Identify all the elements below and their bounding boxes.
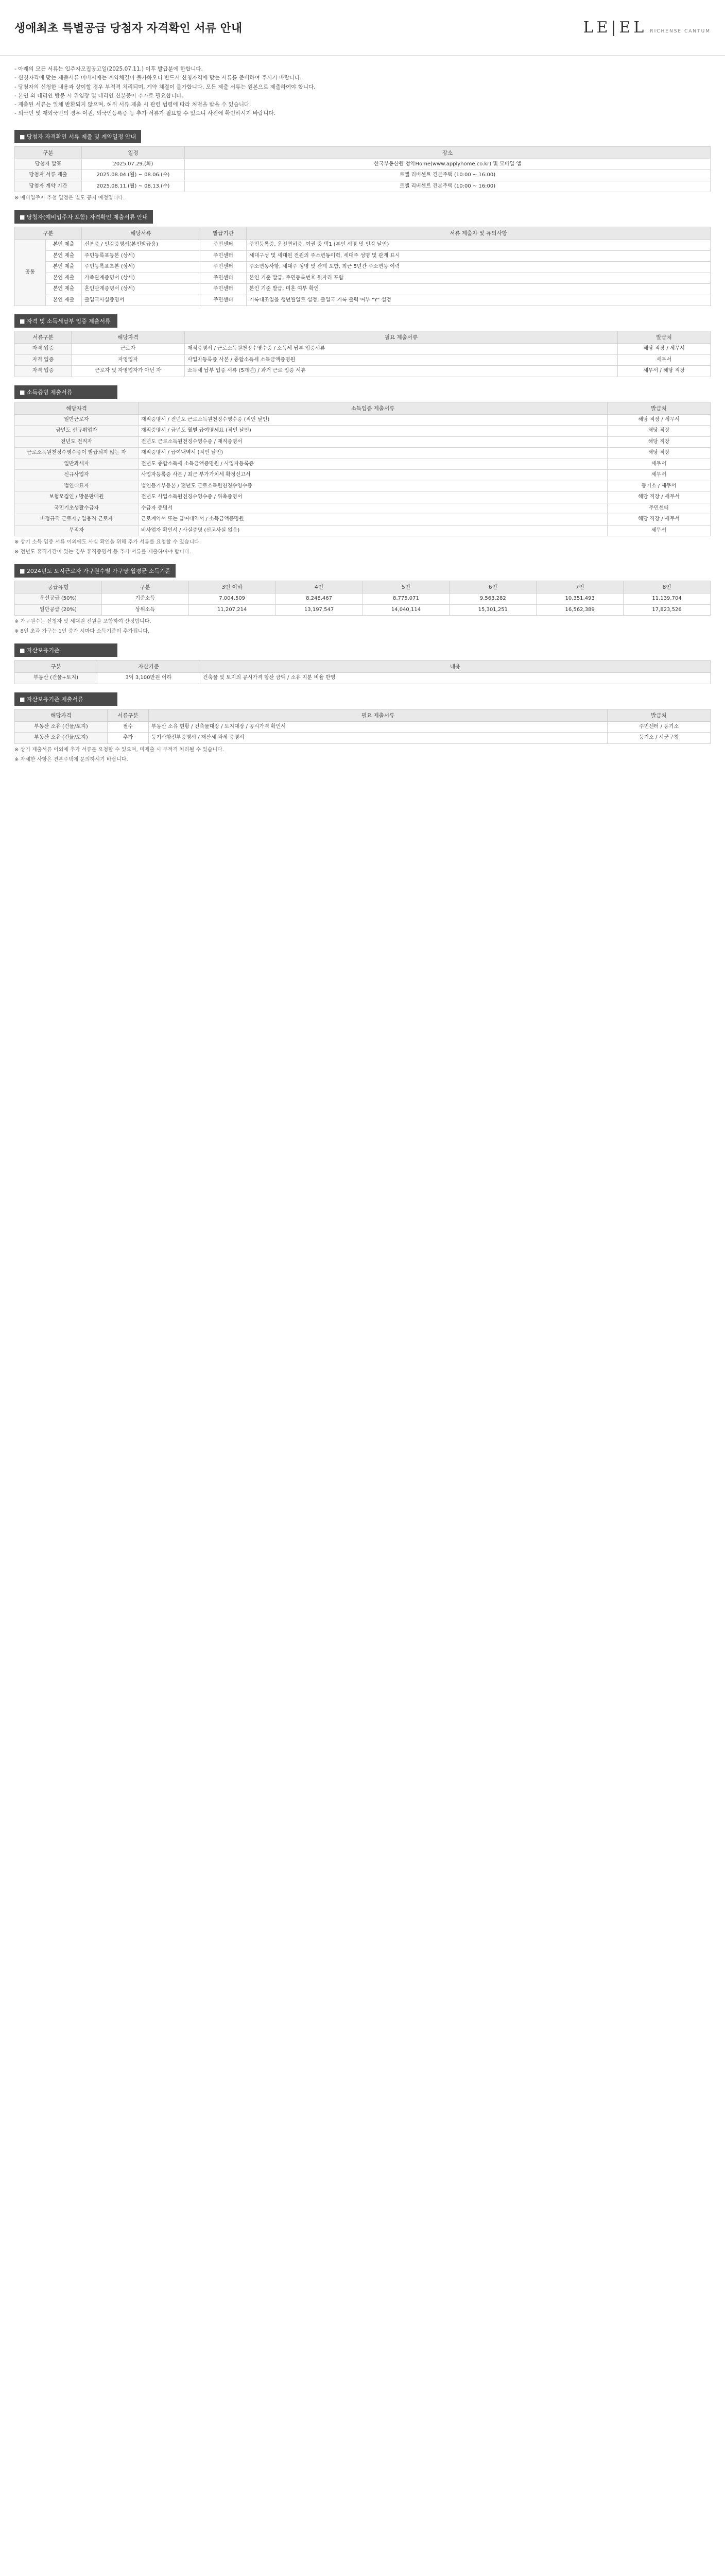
row-who: 자영업자 — [72, 354, 185, 366]
row-org: 세무서 — [608, 470, 711, 481]
table-header-row — [15, 227, 711, 240]
row-docs: 소득세 납부 입증 서류 (5개년) / 과거 근로 입증 서류 — [185, 366, 618, 377]
table-row — [15, 436, 711, 448]
column-header: 해당자격 — [15, 709, 108, 721]
column-header: 발급기관 — [200, 227, 247, 240]
row-who: 근로소득원천징수영수증이 발급되지 않는 자 — [15, 448, 139, 459]
schedule-note: ※ 예비입주자 추첨 일정은 별도 공지 예정입니다. — [14, 195, 125, 201]
asset-limit-table — [14, 660, 711, 684]
row-value: 9,563,282 — [450, 594, 537, 605]
table-header-row — [15, 660, 711, 673]
row-place: 르엘 리버센트 견본주택 (10:00 ~ 16:00) — [185, 181, 711, 192]
row-value: 14,040,114 — [362, 604, 450, 616]
table-row — [15, 459, 711, 470]
income-table-note: ※ 8인 초과 가구는 1인 증가 시마다 소득기준이 추가됩니다. — [14, 629, 150, 635]
table-header-row — [15, 146, 711, 159]
row-docs: 등기사항전부증명서 / 재산세 과세 증명서 — [149, 733, 608, 744]
row-document: 주민등록표초본 (상세) — [82, 262, 200, 273]
column-header: 구분 — [15, 227, 82, 240]
row-date: 2025.07.29.(화) — [82, 159, 185, 170]
table-header-row — [15, 331, 711, 344]
row-org: 세무서 — [608, 459, 711, 470]
row-value: 8,248,467 — [275, 594, 362, 605]
row-issuer: 주민센터 — [200, 250, 247, 262]
row-docs: 근로계약서 또는 급여내역서 / 소득금액증명원 — [139, 514, 608, 526]
section-title: ■ 자격 및 소득세납부 입증 제출서류 — [14, 314, 117, 328]
income-threshold-table — [14, 581, 711, 616]
schedule-section — [14, 130, 711, 202]
row-band: 상위소득 — [101, 604, 188, 616]
common-docs-section — [14, 210, 711, 306]
row-org: 해당 직장 / 세무서 — [608, 414, 711, 426]
table-row — [15, 594, 711, 605]
common-docs-table — [14, 227, 711, 306]
row-document: 주민등록표등본 (상세) — [82, 250, 200, 262]
column-header: 필요 제출서류 — [185, 331, 618, 344]
row-who: 법인대표자 — [15, 481, 139, 492]
row-org: 해당 직장 — [608, 426, 711, 437]
asset-note: ※ 상기 제출서류 이외에 추가 서류를 요청할 수 있으며, 미제출 시 부적격 처리될 수 있습니다. — [14, 747, 224, 753]
column-header: 공급유형 — [15, 581, 102, 594]
row-docs: 재직증명서 / 전년도 근로소득원천징수영수증 (직인 날인) — [139, 414, 608, 426]
row-type: 자격 입증 — [15, 354, 72, 366]
column-header: 3인 이하 — [188, 581, 275, 594]
row-issuer: 주민센터 — [200, 273, 247, 284]
column-header: 구분 — [15, 146, 82, 159]
asset-docs-table — [14, 709, 711, 744]
row-who: 전년도 전직자 — [15, 436, 139, 448]
row-org: 주민센터 — [608, 503, 711, 514]
table-row — [15, 366, 711, 377]
brand-logo — [583, 19, 711, 37]
row-who: 비정규직 근로자 / 일용직 근로자 — [15, 514, 139, 526]
row-type: 자격 입증 — [15, 344, 72, 355]
row-docs: 사업자등록증 사본 / 종합소득세 소득금액증명원 — [185, 354, 618, 366]
row-category: 본인 제출 — [46, 284, 82, 295]
row-value: 10,351,493 — [537, 594, 624, 605]
column-header: 해당자격 — [15, 402, 139, 414]
row-category: 본인 제출 — [46, 262, 82, 273]
column-header: 소득입증 제출서류 — [139, 402, 608, 414]
row-who: 근로자 — [72, 344, 185, 355]
column-header: 발급처 — [608, 402, 711, 414]
row-org: 주민센터 / 등기소 — [608, 721, 711, 733]
row-org: 해당 직장 — [608, 436, 711, 448]
row-label: 당첨자 계약 기간 — [15, 181, 82, 192]
row-limit: 3억 3,100만원 이하 — [97, 673, 200, 684]
row-org: 해당 직장 / 세무서 — [608, 514, 711, 526]
table-header-row — [15, 402, 711, 414]
row-docs: 전년도 종합소득세 소득금액증명원 / 사업자등록증 — [139, 459, 608, 470]
row-value: 16,562,389 — [537, 604, 624, 616]
row-docs: 재직증명서 / 급여내역서 (직인 날인) — [139, 448, 608, 459]
page-header — [0, 0, 725, 56]
row-who: 금년도 신규취업자 — [15, 426, 139, 437]
column-header: 필요 제출서류 — [149, 709, 608, 721]
column-header: 발급처 — [608, 709, 711, 721]
row-note: 본인 기준 발급, 주민등록번호 뒷자리 포함 — [247, 273, 711, 284]
row-docs: 사업자등록증 사본 / 최근 부가가치세 확정신고서 — [139, 470, 608, 481]
asset-note: ※ 자세한 사항은 견본주택에 문의하시기 바랍니다. — [14, 756, 128, 762]
asset-docs-section — [14, 692, 711, 764]
column-header: 8인 — [624, 581, 711, 594]
row-label: 당첨자 발표 — [15, 159, 82, 170]
row-who: 일반근로자 — [15, 414, 139, 426]
intro-notes — [0, 56, 725, 122]
column-header: 서류구분 — [108, 709, 149, 721]
table-row — [15, 273, 711, 284]
table-row — [15, 604, 711, 616]
row-org: 세무서 — [618, 354, 711, 366]
column-header: 해당자격 — [72, 331, 185, 344]
row-issuer: 주민센터 — [200, 295, 247, 306]
row-kind: 우선공급 (50%) — [15, 594, 102, 605]
table-row — [15, 525, 711, 536]
section-title: ■ 당첨자 자격확인 서류 제출 및 계약일정 안내 — [14, 130, 141, 143]
column-header: 해당서류 — [82, 227, 200, 240]
row-who: 국민기초생활수급자 — [15, 503, 139, 514]
row-org: 등기소 / 시군구청 — [608, 733, 711, 744]
row-note: 주소변동사항, 세대주 성명 및 관계 포함, 최근 5년간 주소변동 이력 — [247, 262, 711, 273]
row-org: 해당 직장 — [608, 448, 711, 459]
row-document: 신분증 / 인감증명서(본인발급용) — [82, 240, 200, 251]
row-document: 혼인관계증명서 (상세) — [82, 284, 200, 295]
income-table-note: ※ 가구원수는 신청자 및 세대원 전원을 포함하여 산정합니다. — [14, 619, 151, 625]
row-who: 일반과세자 — [15, 459, 139, 470]
table-header-row — [15, 581, 711, 594]
table-row — [15, 240, 711, 251]
column-header: 7인 — [537, 581, 624, 594]
row-docs: 수급자 증명서 — [139, 503, 608, 514]
table-row — [15, 514, 711, 526]
row-value: 15,301,251 — [450, 604, 537, 616]
asset-limit-section — [14, 643, 711, 684]
table-header-row — [15, 709, 711, 721]
row-who: 부동산 소유 (건물/토지) — [15, 733, 108, 744]
table-row — [15, 733, 711, 744]
column-header: 발급처 — [618, 331, 711, 344]
income-note: ※ 전년도 휴직기간이 있는 경우 휴직증명서 등 추가 서류를 제출하여야 합니다. — [14, 549, 191, 555]
row-issuer: 주민센터 — [200, 284, 247, 295]
row-value: 17,823,526 — [624, 604, 711, 616]
row-docs: 전년도 사업소득원천징수영수증 / 위촉증명서 — [139, 492, 608, 503]
row-value: 11,207,214 — [188, 604, 275, 616]
row-document: 가족관계증명서 (상세) — [82, 273, 200, 284]
row-who: 신규사업자 — [15, 470, 139, 481]
section-title: ■ 소득증빙 제출서류 — [14, 385, 117, 399]
column-header: 내용 — [200, 660, 711, 673]
table-row — [15, 503, 711, 514]
row-category: 본인 제출 — [46, 240, 82, 251]
row-category: 본인 제출 — [46, 250, 82, 262]
table-row — [15, 181, 711, 192]
income-note: ※ 상기 소득 입증 서류 이외에도 사실 확인을 위해 추가 서류를 요청할 수 있습니다. — [14, 539, 201, 546]
logo-sub: RICHENSE CANTUM — [650, 29, 711, 34]
logo-main: LE|EL — [583, 19, 647, 37]
column-header: 구분 — [101, 581, 188, 594]
row-org: 해당 직장 / 세무서 — [618, 344, 711, 355]
table-row — [15, 492, 711, 503]
row-value: 7,004,509 — [188, 594, 275, 605]
row-cat: 필수 — [108, 721, 149, 733]
table-row — [15, 481, 711, 492]
intro-line: - 제출된 서류는 일체 반환되지 않으며, 허위 서류 제출 시 관련 법령에 따라 처벌을 받을 수 있습니다. — [14, 101, 251, 108]
column-header: 구분 — [15, 660, 97, 673]
section-title: ■ 2024년도 도시근로자 가구원수별 가구당 월평균 소득기준 — [14, 564, 176, 578]
row-band: 기준소득 — [101, 594, 188, 605]
table-row — [15, 426, 711, 437]
row-type: 부동산 (건물+토지) — [15, 673, 97, 684]
income-docs-table — [14, 402, 711, 537]
row-note: 기록대조일을 생년월일로 설정, 출입국 기록 출력 여부 "Y" 설정 — [247, 295, 711, 306]
row-document: 출입국사실증명서 — [82, 295, 200, 306]
schedule-table — [14, 146, 711, 193]
column-header: 자산기준 — [97, 660, 200, 673]
row-value: 8,775,071 — [362, 594, 450, 605]
row-docs: 전년도 근로소득원천징수영수증 / 재직증명서 — [139, 436, 608, 448]
table-row — [15, 262, 711, 273]
column-header: 5인 — [362, 581, 450, 594]
table-row — [15, 448, 711, 459]
row-note: 세대구성 및 세대원 전원의 주소변동이력, 세대주 성명 및 관계 표시 — [247, 250, 711, 262]
row-docs: 부동산 소유 현황 / 건축물대장 / 토지대장 / 공시가격 확인서 — [149, 721, 608, 733]
intro-line: - 외국인 및 재외국민의 경우 여권, 외국인등록증 등 추가 서류가 필요할 수 있으니 사전에 확인하시기 바랍니다. — [14, 110, 275, 117]
column-header: 장소 — [185, 146, 711, 159]
row-org: 세무서 / 해당 직장 — [618, 366, 711, 377]
row-issuer: 주민센터 — [200, 262, 247, 273]
table-row — [15, 344, 711, 355]
table-row — [15, 470, 711, 481]
row-docs: 재직증명서 / 금년도 월별 급여명세표 (직인 날인) — [139, 426, 608, 437]
table-row — [15, 250, 711, 262]
row-category: 본인 제출 — [46, 295, 82, 306]
row-category: 본인 제출 — [46, 273, 82, 284]
section-title: ■ 자산보유기준 제출서류 — [14, 692, 117, 706]
row-note: 주민등록증, 운전면허증, 여권 중 택1 (본인 서명 및 인감 날인) — [247, 240, 711, 251]
row-label: 당첨자 서류 제출 — [15, 170, 82, 181]
column-header: 4인 — [275, 581, 362, 594]
column-header: 서류 제출자 및 유의사항 — [247, 227, 711, 240]
row-place: 한국부동산원 청약Home(www.applyhome.co.kr) 및 모바일 앱 — [185, 159, 711, 170]
row-who: 근로자 및 자영업자가 아닌 자 — [72, 366, 185, 377]
row-value: 11,139,704 — [624, 594, 711, 605]
row-org: 등기소 / 세무서 — [608, 481, 711, 492]
row-note: 본인 기준 발급, 미혼 여부 확인 — [247, 284, 711, 295]
group-label: 공통 — [15, 240, 46, 306]
column-header: 6인 — [450, 581, 537, 594]
row-docs: 재직증명서 / 근로소득원천징수영수증 / 소득세 납부 입증서류 — [185, 344, 618, 355]
table-row — [15, 673, 711, 684]
row-docs: 비사업자 확인서 / 사실증명 (신고사실 없음) — [139, 525, 608, 536]
row-desc: 건축물 및 토지의 공시가격 합산 금액 / 소유 지분 비율 반영 — [200, 673, 711, 684]
row-type: 자격 입증 — [15, 366, 72, 377]
table-row — [15, 414, 711, 426]
table-row — [15, 721, 711, 733]
intro-line: - 당첨자의 신청한 내용과 상이할 경우 부적격 처리되며, 계약 체결이 불가합니다. 모든 제출 서류는 원본으로 제출하여야 합니다. — [14, 83, 316, 90]
row-who: 보험모집인 / 방문판매원 — [15, 492, 139, 503]
table-row — [15, 295, 711, 306]
section-title: ■ 자산보유기준 — [14, 643, 117, 657]
table-row — [15, 354, 711, 366]
row-kind: 일반공급 (20%) — [15, 604, 102, 616]
intro-line: - 신청자격에 맞는 제출서류 미비시에는 계약체결이 불가하오니 반드시 신청자격에 맞는 서류를 준비하여 주시기 바랍니다. — [14, 75, 302, 81]
qualification-docs-section — [14, 314, 711, 377]
column-header: 일정 — [82, 146, 185, 159]
row-place: 르엘 리버센트 견본주택 (10:00 ~ 16:00) — [185, 170, 711, 181]
intro-line: - 본인 외 대리인 방문 시 위임장 및 대리인 신분증이 추가로 필요합니다. — [14, 92, 183, 99]
row-org: 세무서 — [608, 525, 711, 536]
row-value: 13,197,547 — [275, 604, 362, 616]
row-date: 2025.08.04.(월) ~ 08.06.(수) — [82, 170, 185, 181]
row-who: 부동산 소유 (건물/토지) — [15, 721, 108, 733]
page-title: 생애최초 특별공급 당첨자 자격확인 서류 안내 — [14, 22, 243, 35]
qualification-docs-table — [14, 331, 711, 377]
column-header: 서류구분 — [15, 331, 72, 344]
row-who: 무직자 — [15, 525, 139, 536]
income-docs-section — [14, 385, 711, 556]
table-row — [15, 170, 711, 181]
row-docs: 법인등기부등본 / 전년도 근로소득원천징수영수증 — [139, 481, 608, 492]
row-org: 해당 직장 / 세무서 — [608, 492, 711, 503]
table-row — [15, 159, 711, 170]
row-issuer: 주민센터 — [200, 240, 247, 251]
intro-line: - 아래의 모든 서류는 입주자모집공고일(2025.07.11.) 이후 발급분에 한합니다. — [14, 66, 203, 72]
table-row — [15, 284, 711, 295]
row-date: 2025.08.11.(월) ~ 08.13.(수) — [82, 181, 185, 192]
row-cat: 추가 — [108, 733, 149, 744]
section-title: ■ 당첨자(예비입주자 포함) 자격확인 제출서류 안내 — [14, 210, 153, 224]
income-threshold-section — [14, 564, 711, 635]
